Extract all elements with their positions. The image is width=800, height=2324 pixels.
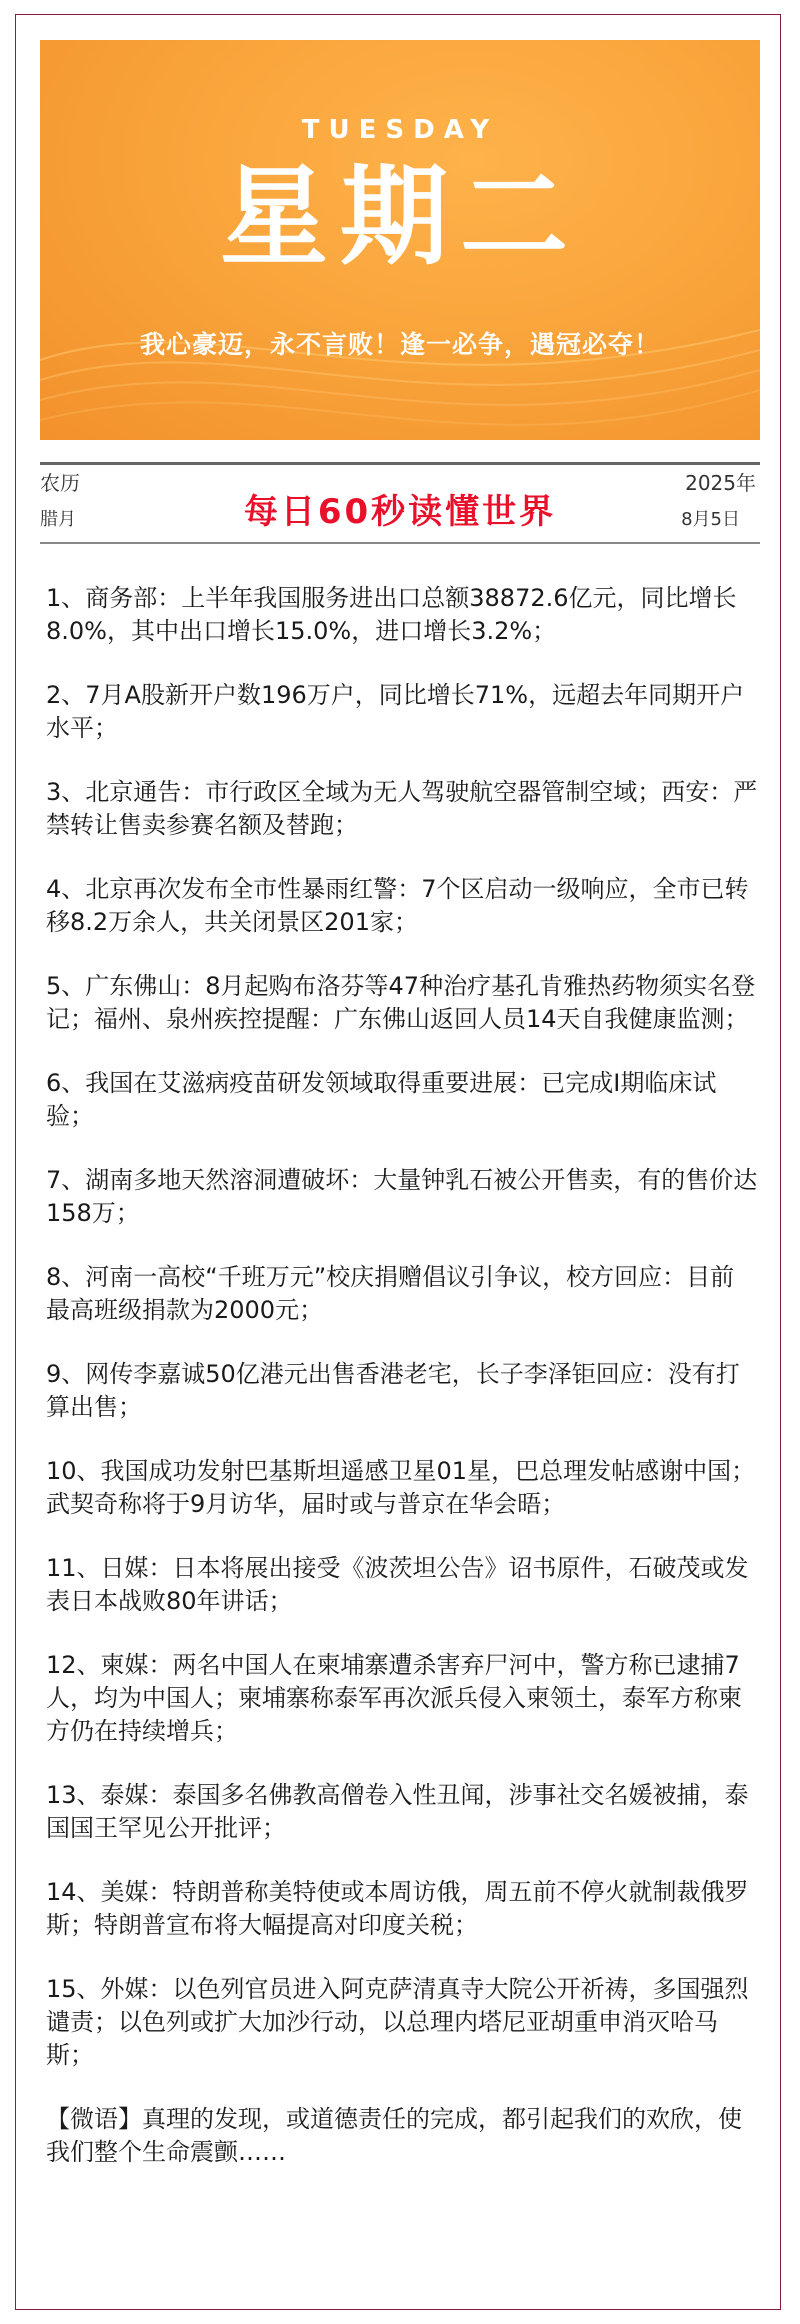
news-item: 8、河南一高校“千班万元”校庆捐赠倡议引争议，校方回应：目前最高班级捐款为2000元； xyxy=(46,1263,735,1324)
news-item: 9、网传李嘉诚50亿港元出售香港老宅，长子李泽钜回应：没有打算出售； xyxy=(46,1360,740,1421)
news-item: 13、泰媒：泰国多名佛教高僧卷入性丑闻，涉事社交名媛被捕，泰国国王罕见公开批评； xyxy=(46,1781,749,1842)
news-item: 14、美媒：特朗普称美特使或本周访俄，周五前不停火就制裁俄罗斯；特朗普宣布将大幅提高对印度关税； xyxy=(46,1878,749,1939)
weekday-english: TUESDAY xyxy=(301,115,499,145)
news-item: 3、北京通告：市行政区全域为无人驾驶航空器管制空域；西安：严禁转让售卖参赛名额及替跑； xyxy=(46,778,758,839)
lunar-month: 腊月 xyxy=(40,509,76,530)
date-day: 8月5日 xyxy=(681,509,740,530)
daily-quote: 【微语】真理的发现，或道德责任的完成，都引起我们的欢欣，使我们整个生命震颤…… xyxy=(46,2105,742,2166)
header-bottom-rule xyxy=(40,542,760,544)
lunar-calendar-label: 农历 xyxy=(40,471,80,495)
news-item: 5、广东佛山：8月起购布洛芬等47种治疗基孔肯雅热药物须实名登记；福州、泉州疾控提醒：广东佛山返回人员14天自我健康监测； xyxy=(46,972,756,1033)
weekday-banner xyxy=(40,40,760,440)
news-item: 10、我国成功发射巴基斯坦遥感卫星01星，巴总理发帖感谢中国；武契奇称将于9月访华，届时或与普京在华会晤； xyxy=(46,1457,756,1518)
date-year: 2025年 xyxy=(685,471,756,495)
news-item: 2、7月A股新开户数196万户，同比增长71%，远超去年同期开户水平； xyxy=(46,681,745,742)
news-item: 1、商务部：上半年我国服务进出口总额38872.6亿元，同比增长8.0%，其中出口增长15.0%，进口增长3.2%； xyxy=(46,584,737,645)
news-item: 6、我国在艾滋病疫苗研发领域取得重要进展：已完成I期临床试验； xyxy=(46,1069,717,1130)
banner-slogan: 我心豪迈，永不言败！逢一必争，遇冠必夺！ xyxy=(139,330,660,359)
news-list xyxy=(46,582,758,2200)
news-item: 4、北京再次发布全市性暴雨红警：7个区启动一级响应，全市已转移8.2万余人，共关闭景区201家； xyxy=(46,875,749,936)
news-item: 15、外媒：以色列官员进入阿克萨清真寺大院公开祈祷，多国强烈谴责；以色列或扩大加沙行动，以总理内塔尼亚胡重申消灭哈马斯； xyxy=(46,1975,749,2069)
weekday-chinese: 星期二 xyxy=(219,154,580,280)
page-title: 每日60秒读懂世界 xyxy=(243,492,557,532)
header-top-rule xyxy=(40,462,760,465)
news-item: 12、柬媒：两名中国人在柬埔寨遭杀害弃尸河中，警方称已逮捕7人，均为中国人；柬埔寨称泰军再次派兵侵入柬领土，泰军方称柬方仍在持续增兵； xyxy=(46,1651,742,1745)
news-item: 7、湖南多地天然溶洞遭破坏：大量钟乳石被公开售卖，有的售价达158万； xyxy=(46,1166,758,1227)
news-item: 11、日媒：日本将展出接受《波茨坦公告》诏书原件，石破茂或发表日本战败80年讲话； xyxy=(46,1554,749,1615)
